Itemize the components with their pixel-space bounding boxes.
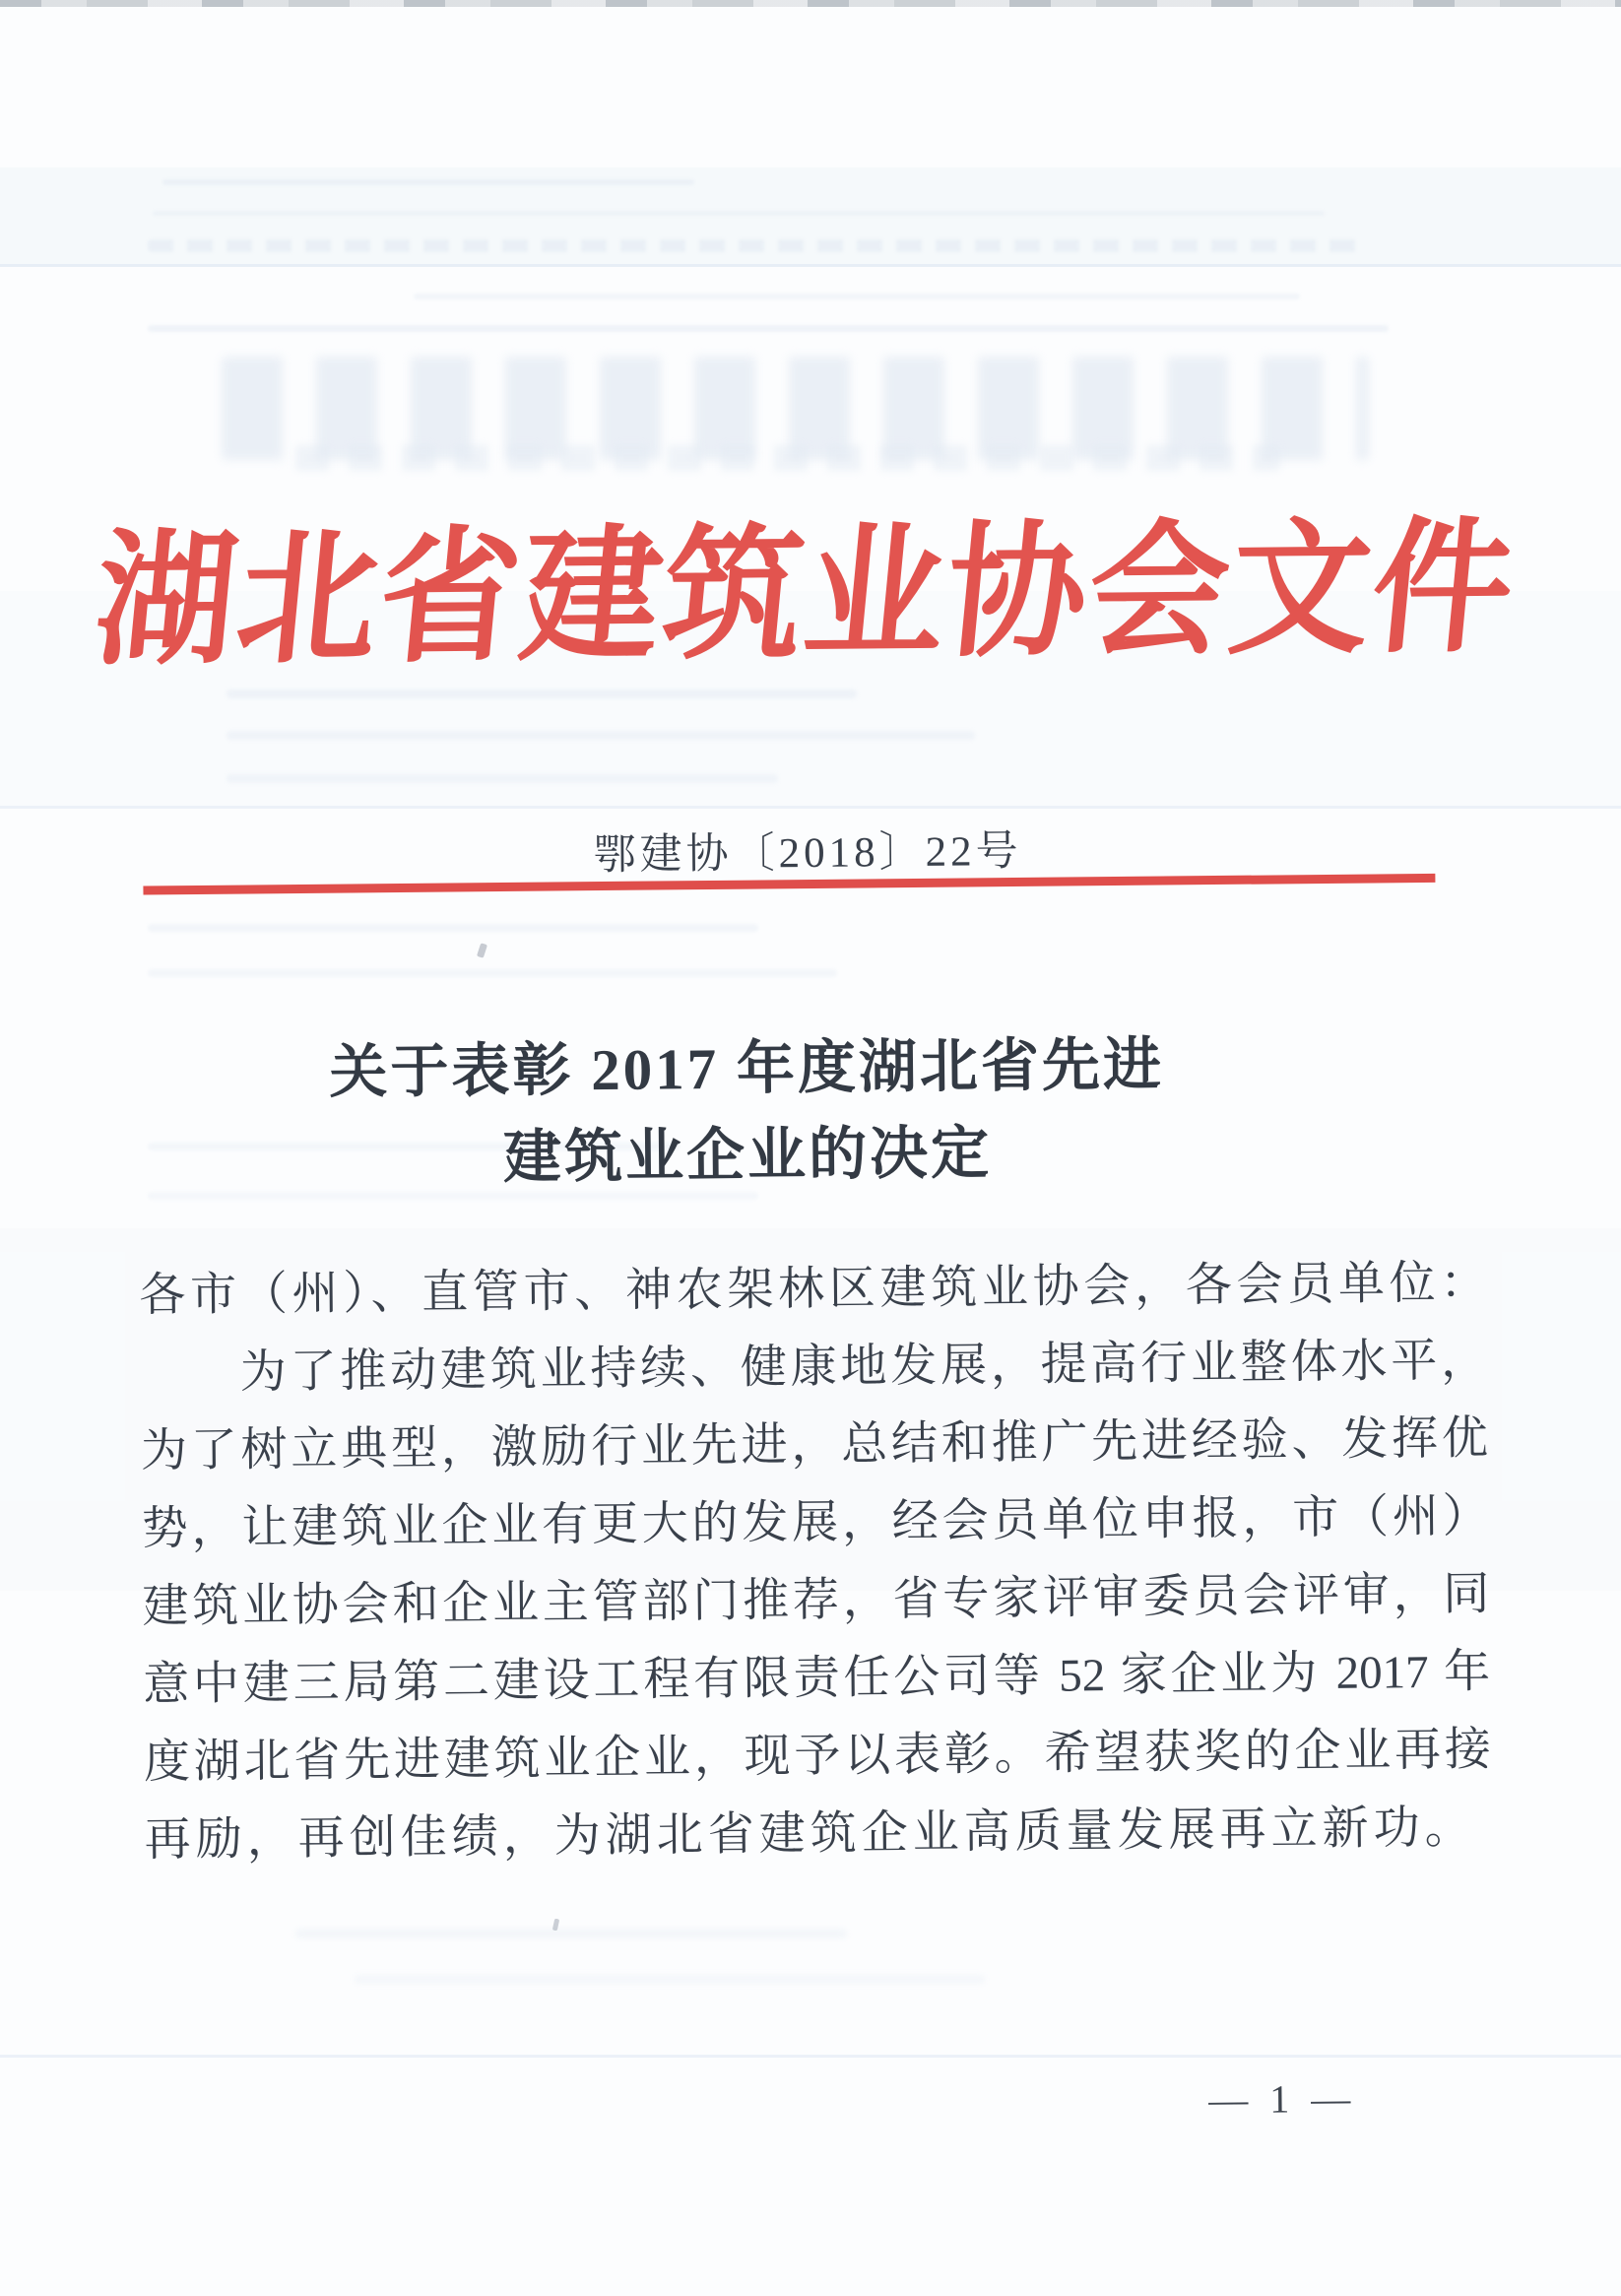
org-banner-title — [66, 501, 1545, 689]
salutation-line: 各市（州）、直管市、神农架林区建筑业协会，各会员单位： — [139, 1257, 1487, 1322]
document-title-line1: 关于表彰 2017 年度湖北省先进 — [329, 1031, 1165, 1105]
document-title — [73, 1018, 1422, 1205]
body-paragraph — [140, 1322, 1492, 1879]
body-text-line: 度湖北省先进建筑业企业，现予以表彰。希望获奖的企业再接 — [143, 1724, 1492, 1789]
body-text-line: 势，让建筑业企业有更大的发展，经会员单位申报，市（州） — [141, 1490, 1489, 1555]
body-text-line: 为了推动建筑业持续、健康地发展，提高行业整体水平， — [139, 1335, 1488, 1400]
page-number: — 1 — — [1208, 2075, 1357, 2123]
document-title-line2: 建筑业企业的决定 — [502, 1120, 993, 1190]
org-banner-title-text: 湖北省建筑业协会文件 — [88, 506, 1523, 684]
body-text-line: 意中建三局第二建设工程有限责任公司等 52 家企业为 2017 年 — [142, 1646, 1491, 1711]
body-text-line: 建筑业协会和企业主管部门推荐，省专家评审委员会评审，同 — [142, 1568, 1490, 1633]
body-text-line: 再励，再创佳绩，为湖北省建筑企业高质量发展再立新功。 — [144, 1802, 1476, 1867]
body-text-line: 为了树立典型，激励行业先进，总结和推广先进经验、发挥优 — [140, 1412, 1489, 1477]
document-number: 鄂建协〔2018〕22号 — [593, 827, 1022, 880]
